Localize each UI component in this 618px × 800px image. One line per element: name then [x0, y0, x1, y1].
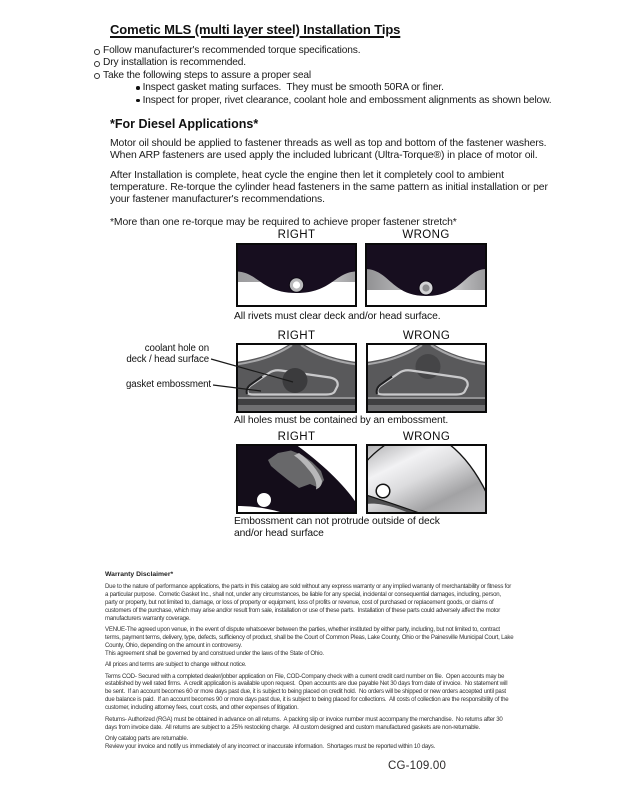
- catalog-parts-line: Only catalog parts are returnable.: [105, 734, 188, 742]
- diesel-paragraph-1: Motor oil should be applied to fastener threads as well as top and bottom of the fastener washers. When ARP fasteners are used apply the included lubricant (Ultra-Torque®) in place of motor oil.: [110, 138, 547, 161]
- prices-terms-line: All prices and terms are subject to change without notice.: [105, 661, 247, 669]
- list-item-text: Inspect gasket mating surfaces. They must be smooth 50RA or finer.: [142, 82, 444, 94]
- warranty-disclaimer-heading: Warranty Disclaimer*: [105, 571, 174, 578]
- list-item-text: Dry installation is recommended.: [103, 57, 246, 69]
- invoice-review-line: Review your invoice and notify us immediately of any incorrect or inaccurate information. Shortages must be reported within 10 days.: [105, 742, 436, 750]
- filled-bullet-icon: [136, 86, 140, 90]
- row2-right-label: RIGHT: [277, 330, 316, 342]
- returns-paragraph: Returns- Authorized (RGA) must be obtained in advance on all returns. A packing slip or invoice number must accompany the merchandise. No returns after 30 days from invoice date. All returns are subject to a 25% restocking charge. All custom designed and custom manufactured gaskets are non-returnable.: [105, 715, 505, 731]
- row2-caption: All holes must be contained by an embossment.: [234, 415, 449, 426]
- diesel-section-heading: *For Diesel Applications*: [110, 117, 259, 132]
- open-bullet-icon: [94, 49, 100, 55]
- row3-right-label: RIGHT: [277, 431, 316, 443]
- venue-paragraph: VENUE-The agreed upon venue, in the event of dispute whatsoever between the parties, whether instituted by either party, including, but not limited to, contract terms, payment terms, delivery, type, defects, sufficiency of product, shall be the Court of Common Pleas, Lake County, Ohio or the Painesville Municipal Court, Lake County, Ohio, depending on the amount in controversy.: [105, 626, 515, 649]
- page-code: CG-109.00: [388, 760, 447, 772]
- open-bullet-icon: [94, 61, 100, 67]
- retorque-note: *More than one re-torque may be required to achieve proper fastener stretch*: [110, 216, 457, 228]
- list-item-text: Inspect for proper, rivet clearance, coolant hole and embossment alignments as shown below.: [142, 94, 552, 106]
- filled-bullet-icon: [136, 99, 140, 103]
- rivet-right-diagram: [236, 243, 357, 307]
- page-title: Cometic MLS (multi layer steel) Installation Tips: [110, 22, 401, 37]
- list-item-text: Take the following steps to assure a proper seal: [103, 69, 311, 81]
- row3-wrong-label: WRONG: [402, 431, 451, 443]
- list-item-text: Follow manufacturer's recommended torque specifications.: [103, 45, 361, 56]
- diesel-paragraph-2: After Installation is complete, heat cycle the engine then let it completely cool to ambient temperature. Re-torque the cylinder head fasteners in the same pattern as initial installation or per your fastener manufacturer's recommendations.: [110, 169, 548, 205]
- row3-caption: Embossment can not protrude outside of deck and/or head surface: [234, 516, 440, 539]
- list-item: [94, 57, 566, 69]
- body-text: [94, 22, 566, 228]
- warranty-paragraph: Due to the nature of performance applications, the parts in this catalog are sold without any express warranty or any implied warranty of merchantability or fitness for a particular purpose. Cometic Gasket Inc., shall not, under any circumstances, be liable for any special, incidental or consequential damages, including, person, party or property, but not limited to, damage, or loss of property or equipment, loss of profits or revenue, cost of purchased or replacement goods, or claims of customers of the purchase, which may arise and/or result from sale, installation or use of these parts. Installation of these parts could adversely affect the motor manufacturers warranty coverage.: [105, 583, 513, 622]
- legal-disclaimer: [105, 571, 514, 754]
- coolant-hole-callout: coolant hole on deck / head surface: [126, 343, 209, 365]
- callout-leader-lines: [205, 354, 300, 396]
- list-item: [94, 70, 566, 82]
- protrusion-right-diagram: [236, 444, 357, 514]
- embossment-wrong-diagram: [366, 343, 487, 413]
- list-item: [136, 82, 566, 94]
- protrusion-wrong-diagram: [366, 444, 487, 514]
- row2-wrong-label: WRONG: [402, 330, 451, 342]
- gasket-embossment-callout: gasket embossment: [126, 379, 211, 390]
- row1-right-label: RIGHT: [277, 229, 316, 241]
- list-item: [94, 45, 566, 57]
- open-bullet-icon: [94, 73, 100, 79]
- row1-caption: All rivets must clear deck and/or head surface.: [234, 311, 441, 322]
- row1-wrong-label: WRONG: [402, 229, 450, 241]
- list-item: [136, 95, 566, 107]
- rivet-wrong-diagram: [365, 243, 487, 307]
- terms-cod-paragraph: Terms COD- Secured with a completed dealer/jobber application on File, COD-Company check with a current credit card number on file. Open accounts may be established by well rated firms. A credit application is available upon request. Open accounts are due payable Net 30 days from date of invoice. No statement will be sent. If an account becomes 60 or more days past due, it is subject to being placed on credit hold. No orders will be shipped or new orders accepted until past due balance is paid. If an account becomes 90 or more days past due, it is subject to being placed for collections. All costs of collection are the responsibility of the customer, including attorney fees, court costs, and other expenses of litigation.: [105, 672, 510, 712]
- governing-law-line: This agreement shall be governed by and construed under the laws of the State of Ohio.: [105, 649, 324, 657]
